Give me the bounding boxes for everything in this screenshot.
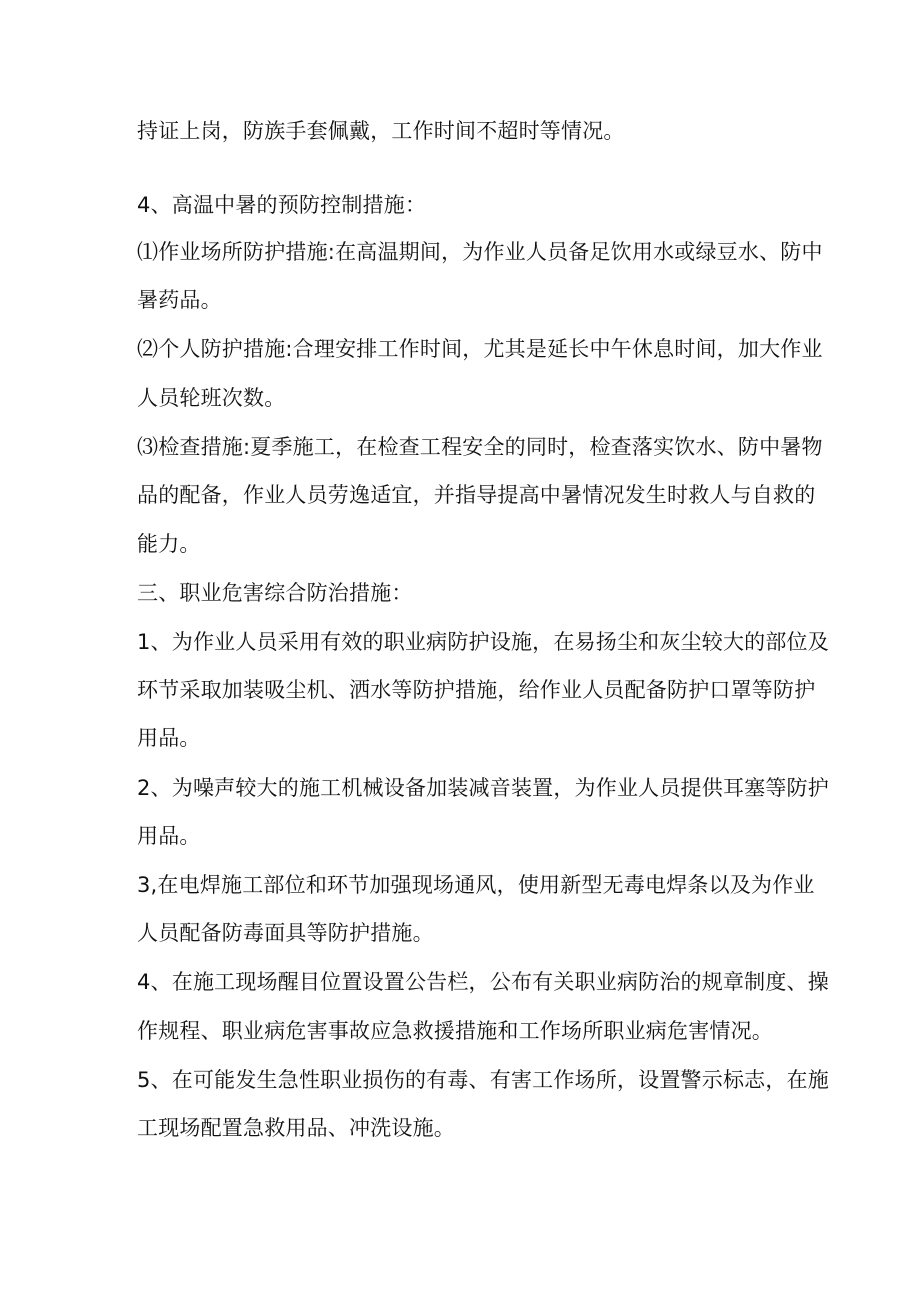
text-line: 2、为噪声较大的施工机械设备加装减音装置，为作业人员提供耳塞等防护 xyxy=(137,776,829,800)
text-line: 作规程、职业病危害事故应急救援措施和工作场所职业病危害情况。 xyxy=(137,1019,773,1043)
text-line: 4、在施工现场醒目位置设置公告栏，公布有关职业病防治的规章制度、操 xyxy=(137,970,829,994)
text-line: 持证上岗，防族手套佩戴，工作时间不超时等情况。 xyxy=(137,119,625,143)
text-line: 工现场配置急救用品、冲洗设施。 xyxy=(137,1116,455,1140)
text-line: ⑴作业场所防护措施:在高温期间，为作业人员备足饮用水或绿豆水、防中 xyxy=(137,240,823,264)
text-line: 暑药品。 xyxy=(137,288,222,312)
text-line: 环节采取加装吸尘机、洒水等防护措施，给作业人员配备防护口罩等防护 xyxy=(137,678,816,702)
text-line: 能力。 xyxy=(137,532,201,556)
text-line: 品的配备，作业人员劳逸适宜，并指导提高中暑情况发生时救人与自救的 xyxy=(137,483,816,507)
text-line: ⑶检查措施:夏季施工，在检查工程安全的同时，检查落实饮水、防中暑物 xyxy=(137,435,823,459)
text-line: 人员轮班次数。 xyxy=(137,386,286,410)
section-heading: 三、职业危害综合防治措施： xyxy=(137,581,413,605)
text-line: 1、为作业人员采用有效的职业病防护设施，在易扬尘和灰尘较大的部位及 xyxy=(137,630,829,654)
section-heading: 4、高温中暑的预防控制措施： xyxy=(137,193,427,217)
text-line: 5、在可能发生急性职业损伤的有毒、有害工作场所，设置警示标志，在施 xyxy=(137,1068,829,1092)
text-line: ⑵个人防护措施:合理安排工作时间，尤其是延长中午休息时间，加大作业 xyxy=(137,337,823,361)
text-line: 用品。 xyxy=(137,726,201,750)
text-line: 3,在电焊施工部位和环节加强现场通风，使用新型无毒电焊条以及为作业 xyxy=(137,873,815,897)
text-line: 用品。 xyxy=(137,824,201,848)
text-line: 人员配备防毒面具等防护措施。 xyxy=(137,921,434,945)
